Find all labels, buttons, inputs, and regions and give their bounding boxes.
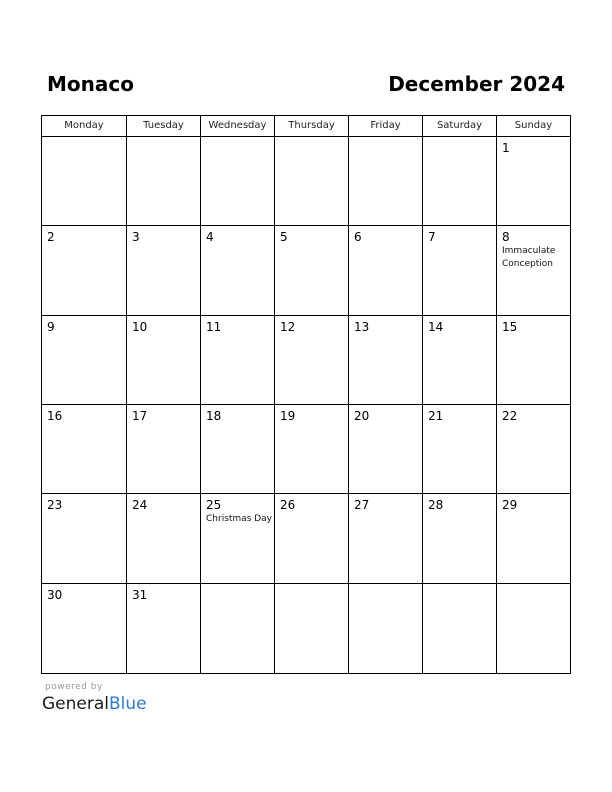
- day-cell: [275, 584, 349, 673]
- date-number: 9: [47, 319, 55, 334]
- weekday-header-thursday: Thursday: [275, 116, 349, 137]
- day-cell: [275, 137, 349, 226]
- weekday-header-friday: Friday: [349, 116, 423, 137]
- date-number: 7: [428, 230, 436, 245]
- day-cell: [497, 584, 570, 673]
- calendar-grid: [41, 115, 571, 674]
- day-cell: [423, 584, 497, 673]
- date-number: 27: [354, 498, 370, 513]
- date-number: 15: [502, 319, 518, 334]
- day-cell: [201, 316, 275, 405]
- day-cell: [423, 405, 497, 494]
- day-cell: [127, 226, 201, 315]
- day-cell: [201, 137, 275, 226]
- brand-general-text: General: [42, 694, 109, 714]
- date-number: 24: [132, 498, 148, 513]
- date-number: 11: [206, 319, 222, 334]
- date-number: 20: [354, 409, 370, 423]
- day-cell: [127, 316, 201, 405]
- date-number: 2: [47, 230, 55, 245]
- day-cell: [497, 316, 570, 405]
- country-title: Monaco: [47, 72, 134, 96]
- day-cell: [42, 316, 127, 405]
- date-number: 4: [206, 230, 214, 245]
- date-number: 26: [280, 498, 296, 513]
- date-number: 8: [502, 230, 510, 245]
- day-cell: [275, 405, 349, 494]
- date-number: 6: [354, 230, 362, 245]
- date-number: 13: [354, 319, 370, 334]
- day-cell: [275, 494, 349, 583]
- day-cell: [275, 316, 349, 405]
- day-cell: [42, 494, 127, 583]
- day-cell: [349, 316, 423, 405]
- day-cell: [349, 137, 423, 226]
- weekday-header-sunday: Sunday: [497, 116, 570, 137]
- day-cell: [349, 405, 423, 494]
- date-number: 22: [502, 409, 518, 423]
- day-cell: [201, 226, 275, 315]
- brand-logo[interactable]: [42, 693, 147, 715]
- date-number: 28: [428, 498, 444, 513]
- date-number: 1: [502, 141, 510, 155]
- day-cell: [127, 494, 201, 583]
- brand-blue-text: Blue: [109, 694, 147, 714]
- date-number: 10: [132, 319, 148, 334]
- date-number: 16: [47, 409, 63, 423]
- powered-by-label: powered by: [45, 682, 103, 692]
- day-cell: [349, 226, 423, 315]
- day-cell: [423, 316, 497, 405]
- date-number: 21: [428, 409, 444, 423]
- day-cell: [42, 584, 127, 673]
- day-cell: [201, 584, 275, 673]
- day-cell: [127, 137, 201, 226]
- day-cell: [497, 226, 570, 315]
- day-cell: [42, 405, 127, 494]
- day-cell: [201, 494, 275, 583]
- date-number: 19: [280, 409, 296, 423]
- date-number: 25: [206, 498, 222, 513]
- day-cell: [423, 494, 497, 583]
- day-cell: [349, 494, 423, 583]
- day-cell: [275, 226, 349, 315]
- date-number: 12: [280, 319, 296, 334]
- date-number: 14: [428, 319, 444, 334]
- month-title: December 2024: [388, 72, 565, 96]
- weekday-header-tuesday: Tuesday: [127, 116, 201, 137]
- date-number: 3: [132, 230, 140, 245]
- date-number: 5: [280, 230, 288, 245]
- day-cell: [201, 405, 275, 494]
- date-number: 30: [47, 587, 63, 602]
- day-cell: [42, 137, 127, 226]
- day-cell: [497, 137, 570, 226]
- day-cell: [497, 405, 570, 494]
- day-cell: [42, 226, 127, 315]
- day-cell: [127, 405, 201, 494]
- date-number: 17: [132, 409, 148, 423]
- date-number: 18: [206, 409, 222, 423]
- weekday-header-monday: Monday: [42, 116, 127, 137]
- weekday-header-wednesday: Wednesday: [201, 116, 275, 137]
- day-cell: [423, 226, 497, 315]
- day-cell: [497, 494, 570, 583]
- day-cell: [127, 584, 201, 673]
- day-cell: [349, 584, 423, 673]
- date-number: 31: [132, 587, 148, 602]
- holiday-label: Immaculate Conception: [502, 246, 556, 270]
- date-number: 29: [502, 498, 518, 513]
- weekday-header-saturday: Saturday: [423, 116, 497, 137]
- holiday-label: Christmas Day: [206, 514, 273, 525]
- day-cell: [423, 137, 497, 226]
- date-number: 23: [47, 498, 63, 513]
